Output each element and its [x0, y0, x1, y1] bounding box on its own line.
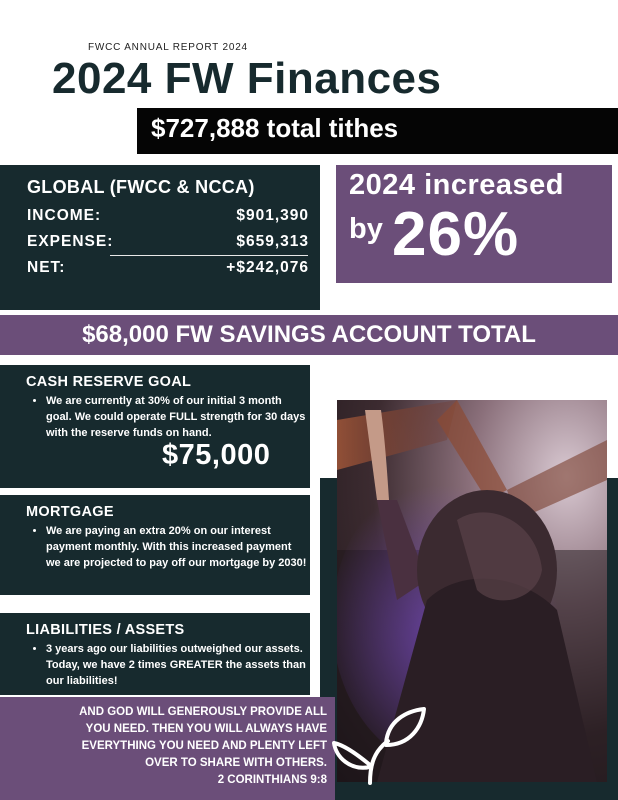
increase-panel: [336, 165, 612, 283]
global-summary-panel: [0, 165, 320, 310]
sprout-leaf-icon: [330, 705, 426, 785]
savings-banner: $68,000 FW SAVINGS ACCOUNT TOTAL: [0, 315, 618, 355]
income-label: INCOME:: [27, 207, 102, 224]
cash-reserve-card: [0, 365, 310, 488]
liabilities-card: [0, 613, 310, 695]
verse-line-4: OVER TO SHARE WITH OTHERS.: [145, 757, 327, 769]
liabilities-bullet: • 3 years ago our liabilities outweighed our assets. Today, we have 2 times GREATER the assets than our liabilities!: [46, 641, 308, 689]
report-eyebrow: FWCC ANNUAL REPORT 2024: [88, 42, 248, 53]
increase-percent: 26%: [392, 200, 520, 269]
verse-line-3: EVERYTHING YOU NEED AND PLENTY LEFT: [81, 740, 327, 752]
liabilities-list: [26, 641, 308, 689]
verse-line-1: AND GOD WILL GENEROUSLY PROVIDE ALL: [79, 706, 327, 718]
page-title: 2024 FW Finances: [52, 54, 442, 103]
cash-reserve-list: [26, 393, 308, 441]
tithes-banner: $727,888 total tithes: [137, 108, 618, 154]
cash-reserve-bullet: • We are currently at 30% of our initial 3 month goal. We could operate FULL strength for 30 days with the reserve funds on hand.: [46, 393, 308, 441]
increase-line: 2024 increased: [349, 169, 564, 201]
expense-label: EXPENSE:: [27, 233, 114, 250]
mortgage-heading: MORTGAGE: [26, 504, 114, 520]
verse-line-2: YOU NEED. THEN YOU WILL ALWAYS HAVE: [85, 723, 327, 735]
net-value: +$242,076: [226, 259, 309, 276]
income-row: [27, 207, 309, 225]
mortgage-list: [26, 523, 308, 571]
divider: [110, 255, 308, 256]
income-value: $901,390: [236, 207, 309, 224]
scripture-box: [0, 697, 335, 800]
cash-reserve-heading: CASH RESERVE GOAL: [26, 374, 192, 390]
mortgage-bullet: • We are paying an extra 20% on our interest payment monthly. With this increased payment we are projected to pay off our mortgage by 2030!: [46, 523, 308, 571]
global-heading: GLOBAL (FWCC & NCCA): [27, 177, 255, 197]
cash-reserve-amount: $75,000: [162, 439, 271, 471]
net-row: [27, 259, 309, 277]
mortgage-card: [0, 495, 310, 595]
verse-reference: 2 CORINTHIANS 9:8: [217, 774, 327, 786]
liabilities-heading: LIABILITIES / ASSETS: [26, 622, 185, 638]
net-label: NET:: [27, 259, 66, 276]
expense-row: [27, 233, 309, 251]
expense-value: $659,313: [236, 233, 309, 250]
increase-by: by: [349, 213, 383, 245]
